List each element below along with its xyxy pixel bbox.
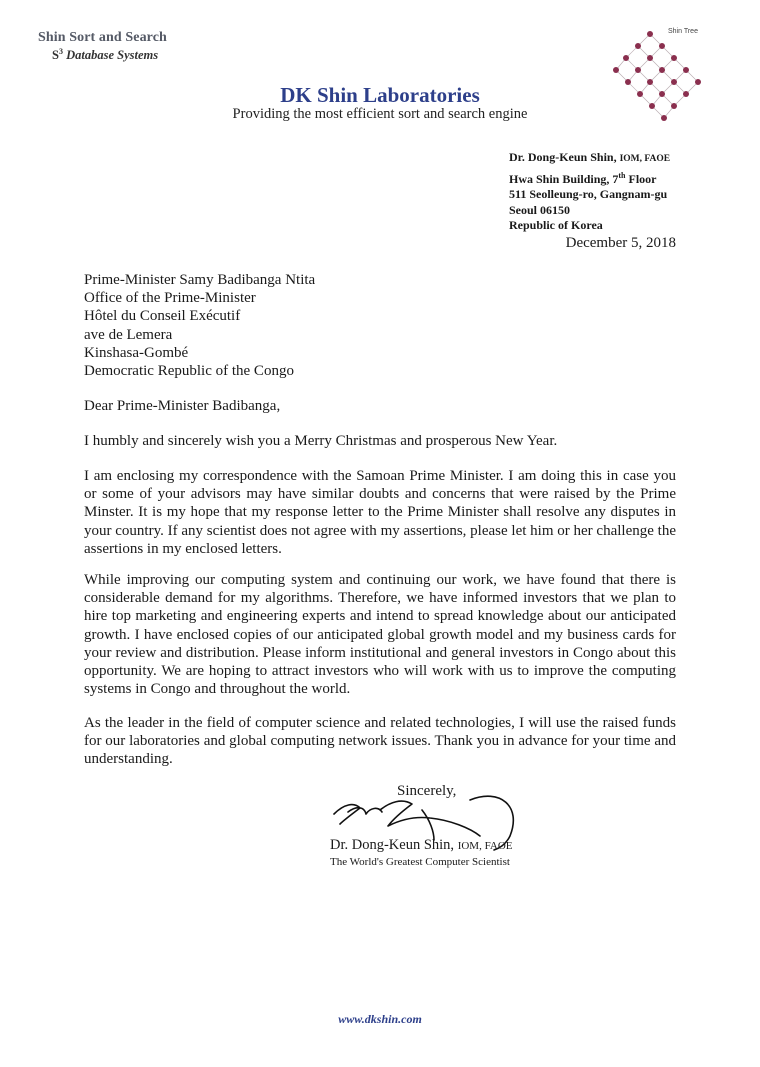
sender-address-line1 [509, 168, 670, 188]
shin-tree-label: Shin Tree [668, 28, 698, 35]
brand-s3-mark [52, 48, 63, 62]
sender-address-line4: Republic of Korea [509, 218, 603, 233]
sender-building: Hwa Shin Building, 7 [509, 171, 619, 186]
tree-node [671, 55, 677, 61]
paragraph-greeting: I humbly and sincerely wish you a Merry Christmas and prosperous New Year. [84, 433, 558, 449]
brand-name-text: Shin Sort and Search [38, 30, 167, 45]
recipient-line4: ave de Lemera [84, 326, 173, 343]
website-link[interactable]: www.dkshin.com [338, 1012, 422, 1026]
recipient-line1: Prime-Minister Samy Badibanga Ntita [84, 272, 316, 288]
tree-node [647, 55, 653, 61]
brand-subtitle [52, 47, 158, 63]
sender-address [509, 150, 670, 234]
signer-title: The World's Greatest Computer Scientist [330, 856, 510, 868]
tree-node [647, 31, 653, 37]
sender-name-suffix: IOM, FAOE [619, 154, 671, 164]
brand-s3-sup: 3 [58, 47, 63, 56]
sender-name-line [509, 150, 670, 168]
recipient-line3: Hôtel du Conseil Exécutif [84, 308, 241, 325]
tree-node [635, 43, 641, 49]
tree-node [623, 55, 629, 61]
sender-floor: Floor [628, 171, 657, 186]
tree-node [613, 67, 619, 73]
brand-name [38, 30, 167, 46]
closing: Sincerely, [397, 783, 457, 799]
lab-title: DK Shin Laboratories [280, 83, 480, 107]
brand-subtitle-text: Database Systems [66, 48, 159, 63]
lab-tagline: Providing the most efficient sort and search engine [232, 106, 528, 122]
paragraph-investors: While improving our computing system and continuing our work, we have found that there is considerable demand for my algorithms. Therefore, we have informed investors that we plan to hire top marketing and engineering experts and intend to spread knowledge about our anticipated growth. I have enclosed copies of our anticipated global growth model and my business cards for your review and distribution. Please inform institutional and general investors in Congo about this opportunity. We are hoping to attract investors who will work with us to improve the computing systems in Congo and throughout the world. [84, 572, 676, 698]
paragraph-correspondence: I am enclosing my correspondence with the Samoan Prime Minister. I am doing this in case you or some of your advisors may have similar doubts and concerns that were raised by the Prime Minster. It is my hope that my response letter to the Prime Minister shall resolve any disputes in your country. If any scientist does not agree with my assertions, please let him or her challenge the assertions in my enclosed letters. [84, 468, 676, 557]
brand-s3-letter: S [52, 48, 59, 63]
paragraph-closing: As the leader in the field of computer science and related technologies, I will use the raised funds for our laboratories and global computing network issues. Thank you in advance for your time and understanding. [84, 715, 676, 768]
signer-name [330, 837, 512, 854]
recipient-line6: Democratic Republic of the Congo [84, 363, 294, 380]
signer-name-text: Dr. Dong-Keun Shin, [330, 837, 455, 853]
tree-node [659, 43, 665, 49]
tree-node [659, 67, 665, 73]
recipient-line5: Kinshasa-Gombé [84, 344, 189, 361]
recipient-line2: Office of the Prime-Minister [84, 290, 256, 307]
tree-node [683, 67, 689, 73]
tree-node [635, 67, 641, 73]
recipient-address [84, 271, 315, 380]
sender-name: Dr. Dong-Keun Shin, [509, 150, 617, 164]
salutation: Dear Prime-Minister Badibanga, [84, 398, 281, 414]
sender-address-line3: Seoul 06150 [509, 202, 571, 217]
sender-address-line2: 511 Seolleung-ro, Gangnam-gu [509, 187, 668, 202]
sender-floor-sup: th [618, 170, 626, 180]
signer-suffix: IOM, FAOE [457, 840, 513, 852]
letter-date: December 5, 2018 [565, 235, 676, 251]
